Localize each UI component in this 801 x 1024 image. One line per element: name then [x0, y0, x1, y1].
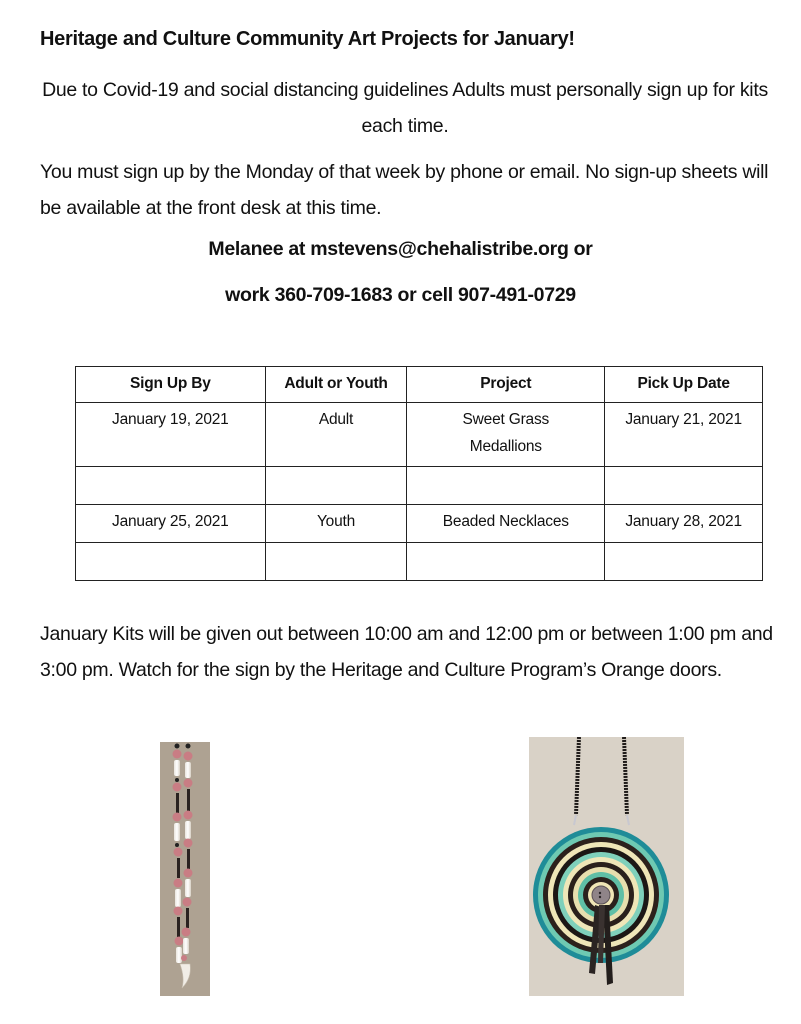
- cell-pick-up-date: January 21, 2021: [605, 403, 763, 467]
- table-row: [76, 467, 763, 505]
- cell-pick-up-date: [605, 467, 763, 505]
- cell-sign-up-by: January 25, 2021: [76, 505, 266, 543]
- cell-project: [407, 543, 605, 581]
- cell-sign-up-by: [76, 467, 266, 505]
- cell-audience: [265, 543, 407, 581]
- header-adult-or-youth: Adult or Youth: [265, 367, 407, 403]
- header-project: Project: [407, 367, 605, 403]
- sweet-grass-medallion-photo: [529, 737, 684, 996]
- table-header-row: [76, 367, 763, 403]
- kits-pickup-paragraph: January Kits will be given out between 10:00 am and 12:00 pm or between 1:00 pm and 3:00 pm. Watch for the sign by the Heritage and Culture Program’s Orange doors.: [40, 623, 773, 681]
- cell-audience: Youth: [265, 505, 407, 543]
- table-row: [76, 543, 763, 581]
- contact-phone-line: work 360-709-1683 or cell 907-491-0729: [225, 284, 576, 306]
- medallion-illustration: [529, 737, 684, 996]
- cell-project: [407, 467, 605, 505]
- contact-email-line: Melanee at mstevens@chehalistribe.org or: [208, 238, 593, 260]
- cell-sign-up-by: January 19, 2021: [76, 403, 266, 467]
- table-row: [76, 403, 763, 467]
- cell-pick-up-date: January 28, 2021: [605, 505, 763, 543]
- table-row: [76, 505, 763, 543]
- cell-sign-up-by: [76, 543, 266, 581]
- cell-pick-up-date: [605, 543, 763, 581]
- header-pick-up-date: Pick Up Date: [605, 367, 763, 403]
- cell-audience: [265, 467, 407, 505]
- deadline-paragraph: You must sign up by the Monday of that week by phone or email. No sign-up sheets will be available at the front desk at this time.: [40, 161, 769, 219]
- intro-paragraph: Due to Covid-19 and social distancing guidelines Adults must personally sign up for kits each time.: [42, 79, 768, 137]
- cell-project: Sweet Grass Medallions: [407, 403, 605, 467]
- header-sign-up-by: Sign Up By: [76, 367, 266, 403]
- page-title: Heritage and Culture Community Art Projects for January!: [40, 28, 575, 50]
- necklace-illustration: [160, 742, 210, 996]
- cell-project: Beaded Necklaces: [407, 505, 605, 543]
- schedule-table: [75, 366, 763, 581]
- beaded-necklace-photo: [160, 742, 210, 996]
- cell-audience: Adult: [265, 403, 407, 467]
